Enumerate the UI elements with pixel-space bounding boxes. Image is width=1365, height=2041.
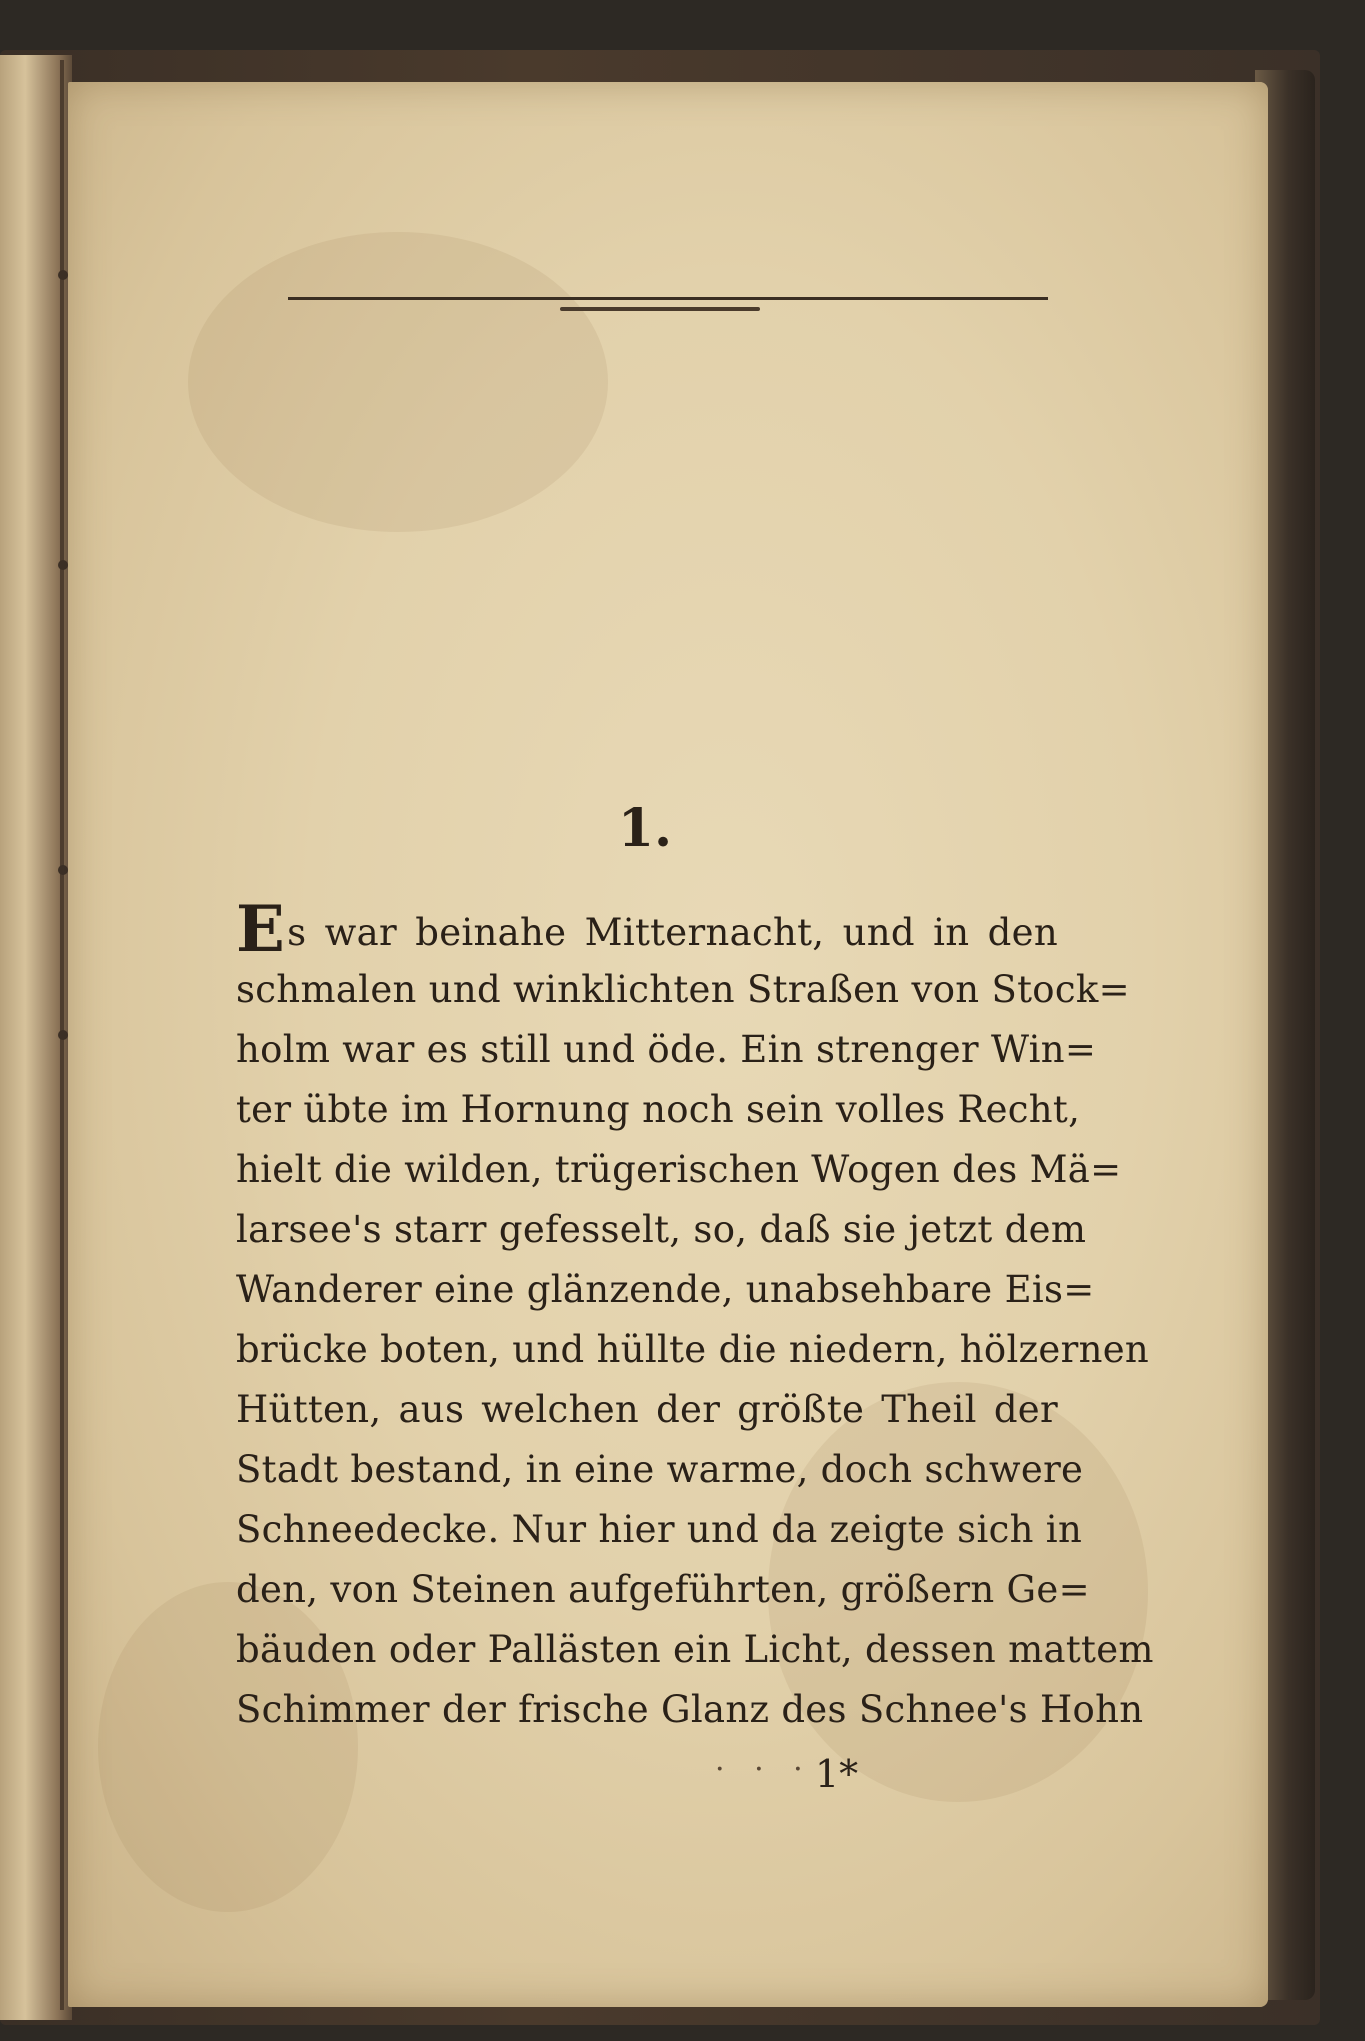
text-line: Stadt bestand, in eine warme, doch schwere bbox=[236, 1448, 1084, 1491]
body-text bbox=[236, 892, 1154, 1740]
binding-stitch bbox=[58, 865, 68, 875]
paper-stain bbox=[188, 232, 608, 532]
text-line: den, von Steinen aufgeführten, größern Ge= bbox=[236, 1568, 1090, 1611]
binding-stitch bbox=[58, 1030, 68, 1040]
text-line: hielt die wilden, trügerischen Wogen des Mä= bbox=[236, 1148, 1122, 1191]
text-line: Schimmer der frische Glanz des Schnee's Hohn bbox=[236, 1688, 1144, 1731]
signature-dots: · · · bbox=[715, 1752, 813, 1787]
text-line: ter übte im Hornung noch sein volles Recht, bbox=[236, 1088, 1081, 1131]
text-line: Hütten, aus welchen der größte Theil der bbox=[236, 1388, 1058, 1431]
text-line bbox=[236, 892, 1058, 967]
chapter-number: 1. bbox=[617, 798, 673, 859]
header-rule-ornament bbox=[560, 307, 760, 311]
first-line-text: s war beinahe Mitternacht, und in den bbox=[287, 911, 1058, 954]
text-line: brücke boten, und hüllte die niedern, hölzernen bbox=[236, 1328, 1150, 1371]
text-line: bäuden oder Pallästen ein Licht, dessen mattem bbox=[236, 1628, 1154, 1671]
text-line: schmalen und winklichten Straßen von Stock= bbox=[236, 968, 1130, 1011]
drop-initial: E bbox=[236, 892, 286, 967]
text-line: larsee's starr gefesselt, so, daß sie jetzt dem bbox=[236, 1208, 1087, 1251]
header-rule bbox=[288, 297, 1048, 300]
text-line: holm war es still und öde. Ein strenger Win= bbox=[236, 1028, 1097, 1071]
binding-stitch bbox=[58, 560, 68, 570]
text-line: Schneedecke. Nur hier und da zeigte sich in bbox=[236, 1508, 1083, 1551]
printer-signature: 1* bbox=[815, 1752, 859, 1796]
text-line: Wanderer eine glänzende, unabsehbare Eis= bbox=[236, 1268, 1095, 1311]
binding-stitch bbox=[58, 270, 68, 280]
